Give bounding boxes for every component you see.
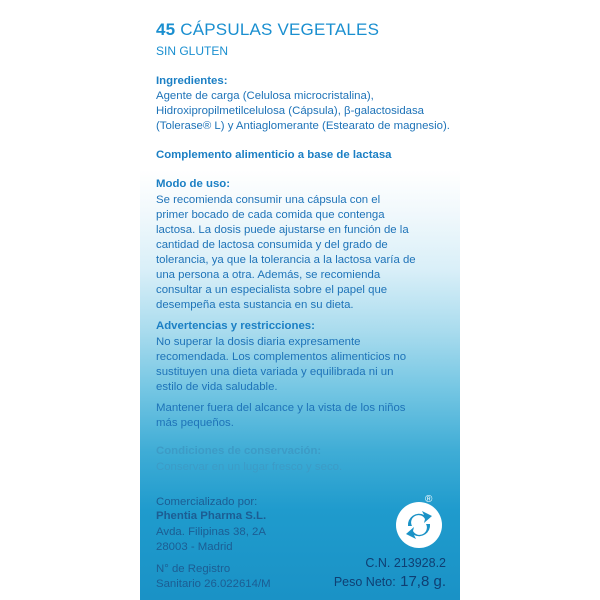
- warnings-line: estilo de vida saludable.: [156, 381, 278, 393]
- storage-text: Conservar en un lugar fresco y seco.: [156, 461, 343, 473]
- supplement-description: Complemento alimenticio a base de lactasa: [156, 149, 392, 161]
- usage-line: lactosa. La dosis puede ajustarse en función de la: [156, 224, 409, 236]
- ingredients-label: Ingredientes:: [156, 75, 228, 87]
- national-code: C.N. 213928.2: [365, 556, 446, 570]
- product-label-panel: [140, 0, 460, 600]
- capsule-count: 45: [156, 20, 176, 39]
- warnings-label: Advertencias y restricciones:: [156, 320, 315, 332]
- gluten-free-note: SIN GLUTEN: [156, 44, 229, 58]
- company-city: 28003 - Madrid: [156, 541, 233, 553]
- registry-number: Sanitario 26.022614/M: [156, 578, 271, 590]
- children-warning-line: más pequeños.: [156, 417, 234, 429]
- net-weight-value: 17,8 g.: [400, 573, 446, 590]
- usage-label: Modo de uso:: [156, 178, 231, 190]
- children-warning-line: Mantener fuera del alcance y la vista de los niños: [156, 402, 406, 414]
- recycle-green-dot-icon: [394, 500, 444, 550]
- usage-line: Se recomienda consumir una cápsula con el: [156, 194, 381, 206]
- ingredients-line: Hidroxipropilmetilcelulosa (Cápsula), β-galactosidasa: [156, 105, 425, 117]
- net-weight: [334, 573, 446, 591]
- company-address: Avda. Filipinas 38, 2A: [156, 526, 266, 538]
- warnings-line: sustituyen una dieta variada y equilibrada ni un: [156, 366, 394, 378]
- company-name: Phentia Pharma S.L.: [156, 510, 267, 522]
- marketed-by-label: Comercializado por:: [156, 496, 258, 508]
- warnings-line: recomendada. Los complementos alimenticios no: [156, 351, 407, 363]
- product-heading: [156, 20, 379, 40]
- ingredients-line: Agente de carga (Celulosa microcristalina),: [156, 90, 374, 102]
- usage-line: desempeña esta sustancia en su dieta.: [156, 299, 354, 311]
- registry-line: N° de Registro: [156, 563, 231, 575]
- usage-line: tolerancia, ya que la tolerancia a la lactosa varía de: [156, 254, 416, 266]
- usage-line: primer bocado de cada comida que contenga: [156, 209, 385, 221]
- usage-line: una persona a otra. Además, se recomienda: [156, 269, 381, 281]
- storage-label: Condiciones de conservación:: [156, 445, 322, 457]
- product-title: CÁPSULAS VEGETALES: [180, 20, 380, 39]
- ingredients-line: (Tolerase® L) y Antiaglomerante (Estearato de magnesio).: [156, 120, 450, 132]
- usage-line: cantidad de lactosa consumida y del grado de: [156, 239, 388, 251]
- usage-line: consultar a un especialista sobre el papel que: [156, 284, 388, 296]
- net-weight-label: Peso Neto:: [333, 575, 396, 589]
- warnings-line: No superar la dosis diaria expresamente: [156, 336, 361, 348]
- registered-mark: ®: [425, 494, 433, 505]
